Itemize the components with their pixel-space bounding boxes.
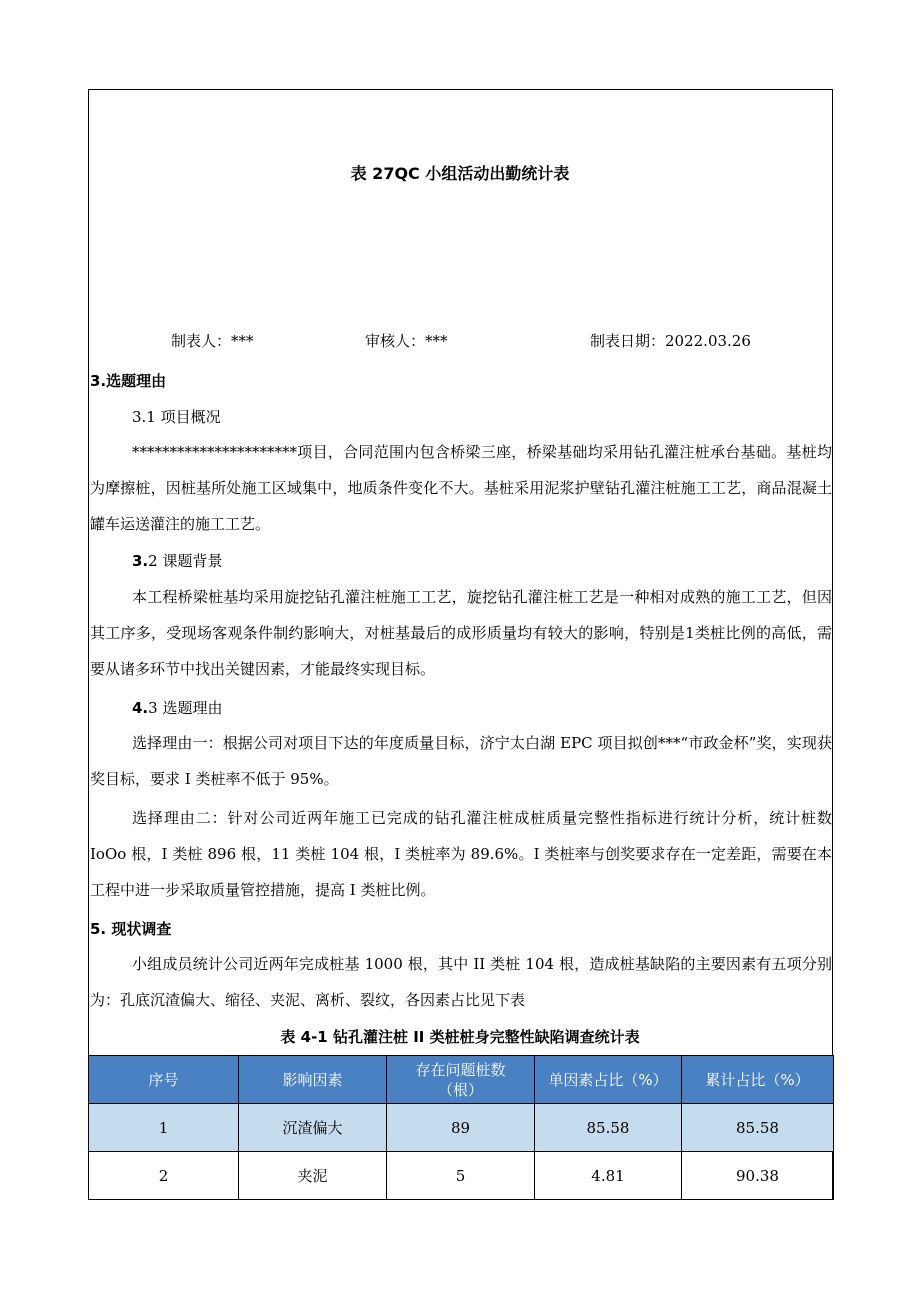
section-4-3-number: 4. [132,699,149,717]
cell-pile-count: 89 [387,1104,535,1152]
cell-single-ratio: 85.58 [535,1104,682,1152]
section-5-heading: 5. 现状调查 [90,920,172,938]
defect-statistics-table [88,1055,834,1200]
header-factor: 影响因素 [239,1056,387,1104]
background-paragraph: 本工程桥梁桩基均采用旋挖钻孔灌注桩施工工艺，旋挖钻孔灌注桩工艺是一种相对成熟的施工工艺，但因其工序多，受现场客观条件制约影响大，对桩基最后的成形质量均有较大的影响，特别是1类桩比例的高低，需要从诸多环节中找出关键因素，才能最终实现目标。 [90,588,832,678]
cell-pile-count: 5 [387,1152,535,1200]
cell-factor: 沉渣偏大 [239,1104,387,1152]
reason-two-paragraph: 选择理由二：针对公司近两年施工已完成的钻孔灌注桩成桩质量完整性指标进行统计分析，统计桩数 IoOo 根，I 类桩 896 根，11 类桩 104 根，I 类桩率为 89.6%。I 类桩率与创奖要求存在一定差距，需要在本工程中进一步采取质量管控措施，提高 I 类桩比例。 [90,809,832,899]
cell-single-ratio: 4.81 [535,1152,682,1200]
header-single-ratio: 单因素占比（%） [535,1056,682,1104]
section-3-heading: 3.选题理由 [90,372,167,390]
survey-paragraph: 小组成员统计公司近两年完成桩基 1000 根，其中 II 类桩 104 根，造成桩基缺陷的主要因素有五项分别为：孔底沉渣偏大、缩径、夹泥、离析、裂纹，各因素占比见下表 [90,955,832,1009]
section-3-2-number: 3. [132,552,149,570]
header-pile-count: 存在问题桩数（根） [387,1056,535,1104]
table-header-row [89,1056,834,1104]
section-4-3-heading [132,697,222,718]
header-index: 序号 [89,1056,239,1104]
section-3-2-title: 2 课题背景 [148,552,223,570]
table-row [89,1152,834,1200]
section-3-2-heading [132,550,222,571]
reviewer-label: 审核人：*** [365,332,448,350]
section-3-1-heading: 3.1 项目概况 [132,408,221,426]
cell-cumulative-ratio: 90.38 [682,1152,834,1200]
attendance-table-title: 表 27QC 小组活动出勤统计表 [350,164,570,183]
date-label: 制表日期：2022.03.26 [590,332,751,350]
project-overview-paragraph: **********************项目，合同范围内包含桥梁三座，桥梁基础均采用钻孔灌注桩承台基础。基桩均为摩擦桩，因桩基所处施工区域集中，地质条件变化不大。基桩采用泥浆护壁钻孔灌注桩施工工艺，商品混凝土罐车运送灌注的施工工艺。 [90,443,832,533]
header-cumulative-ratio: 累计占比（%） [682,1056,834,1104]
cell-index: 1 [89,1104,239,1152]
cell-factor: 夹泥 [239,1152,387,1200]
cell-cumulative-ratio: 85.58 [682,1104,834,1152]
defect-table-caption: 表 4-1 钻孔灌注桩 II 类桩桩身完整性缺陷调查统计表 [280,1028,640,1046]
table-row [89,1104,834,1152]
reason-one-paragraph: 选择理由一：根据公司对项目下达的年度质量目标，济宁太白湖 EPC 项目拟创***“市政金杯”奖，实现获奖目标，要求 I 类桩率不低于 95%。 [90,734,832,788]
cell-index: 2 [89,1152,239,1200]
section-4-3-title: 3 选题理由 [148,699,223,717]
maker-label: 制表人：*** [171,332,254,350]
